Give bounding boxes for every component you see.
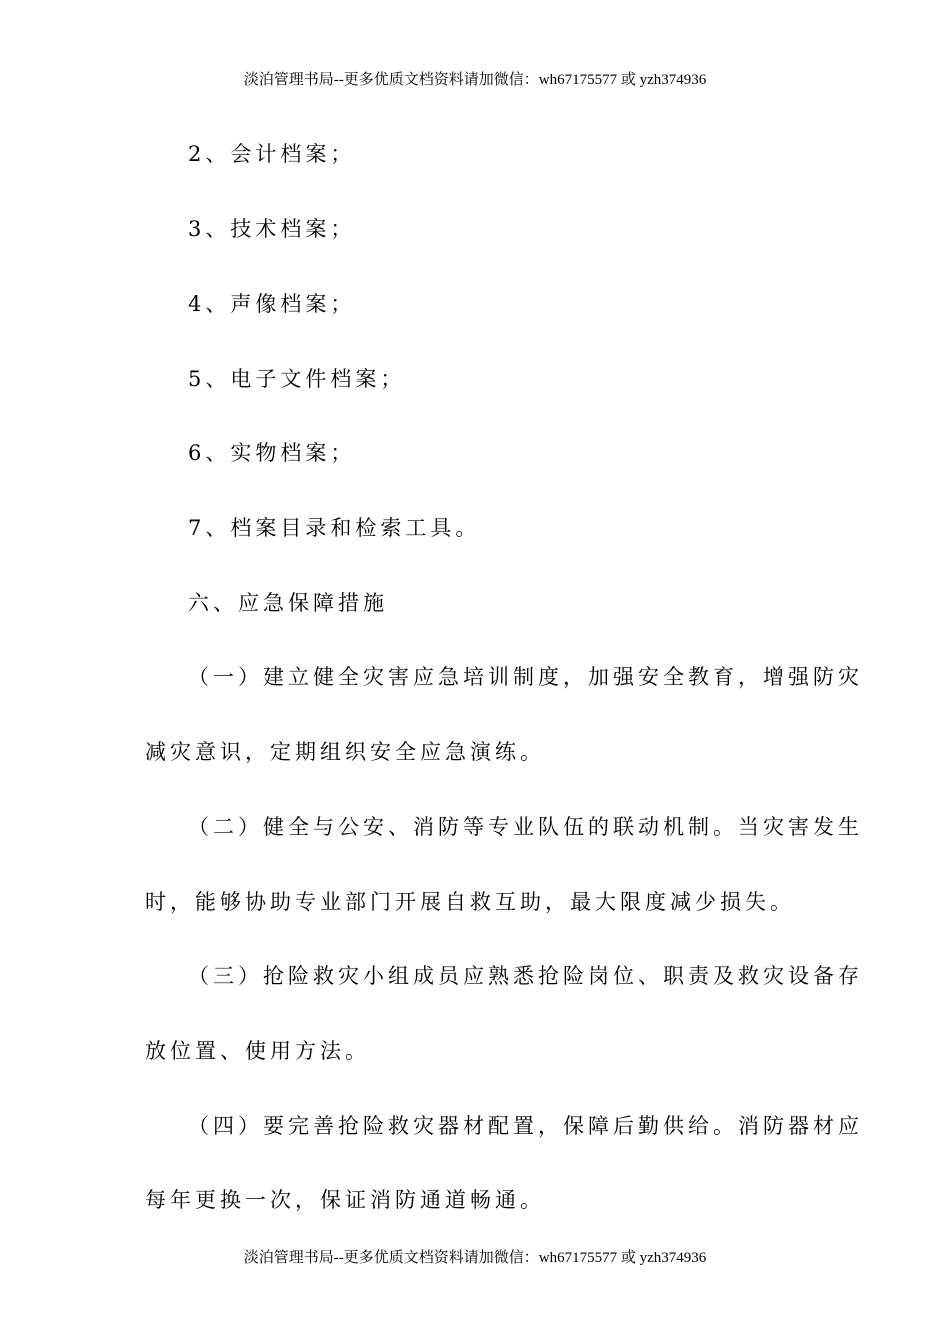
paragraph-3-first-line: （三）抢险救灾小组成员应熟悉抢险岗位、职责及救灾设备存	[188, 964, 863, 988]
section-heading: 六、应急保障措施	[188, 591, 388, 615]
list-item-catalog-tools: 7、档案目录和检索工具。	[188, 516, 481, 540]
list-item-electronic-archives: 5、电子文件档案；	[188, 367, 406, 391]
paragraph-4-continuation: 每年更换一次，保证消防通道畅通。	[145, 1188, 545, 1212]
paragraph-2-first-line: （二）健全与公安、消防等专业队伍的联动机制。当灾害发生	[188, 815, 863, 839]
list-item-audiovisual-archives: 4、声像档案；	[188, 292, 356, 316]
paragraph-1-continuation: 减灾意识，定期组织安全应急演练。	[145, 740, 545, 764]
paragraph-2-continuation: 时，能够协助专业部门开展自救互助，最大限度减少损失。	[145, 890, 795, 914]
paragraph-4-first-line: （四）要完善抢险救灾器材配置，保障后勤供给。消防器材应	[188, 1114, 863, 1138]
paragraph-1-first-line: （一）建立健全灾害应急培训制度，加强安全教育，增强防灾	[188, 665, 863, 689]
paragraph-3-continuation: 放位置、使用方法。	[145, 1039, 370, 1063]
page-header: 淡泊管理书局--更多优质文档资料请加微信：wh67175577 或 yzh374936	[243, 72, 707, 88]
list-item-accounting-archives: 2、会计档案；	[188, 142, 356, 166]
list-item-technical-archives: 3、技术档案；	[188, 217, 356, 241]
page-footer: 淡泊管理书局--更多优质文档资料请加微信：wh67175577 或 yzh374936	[243, 1250, 707, 1266]
list-item-physical-archives: 6、实物档案；	[188, 441, 356, 465]
